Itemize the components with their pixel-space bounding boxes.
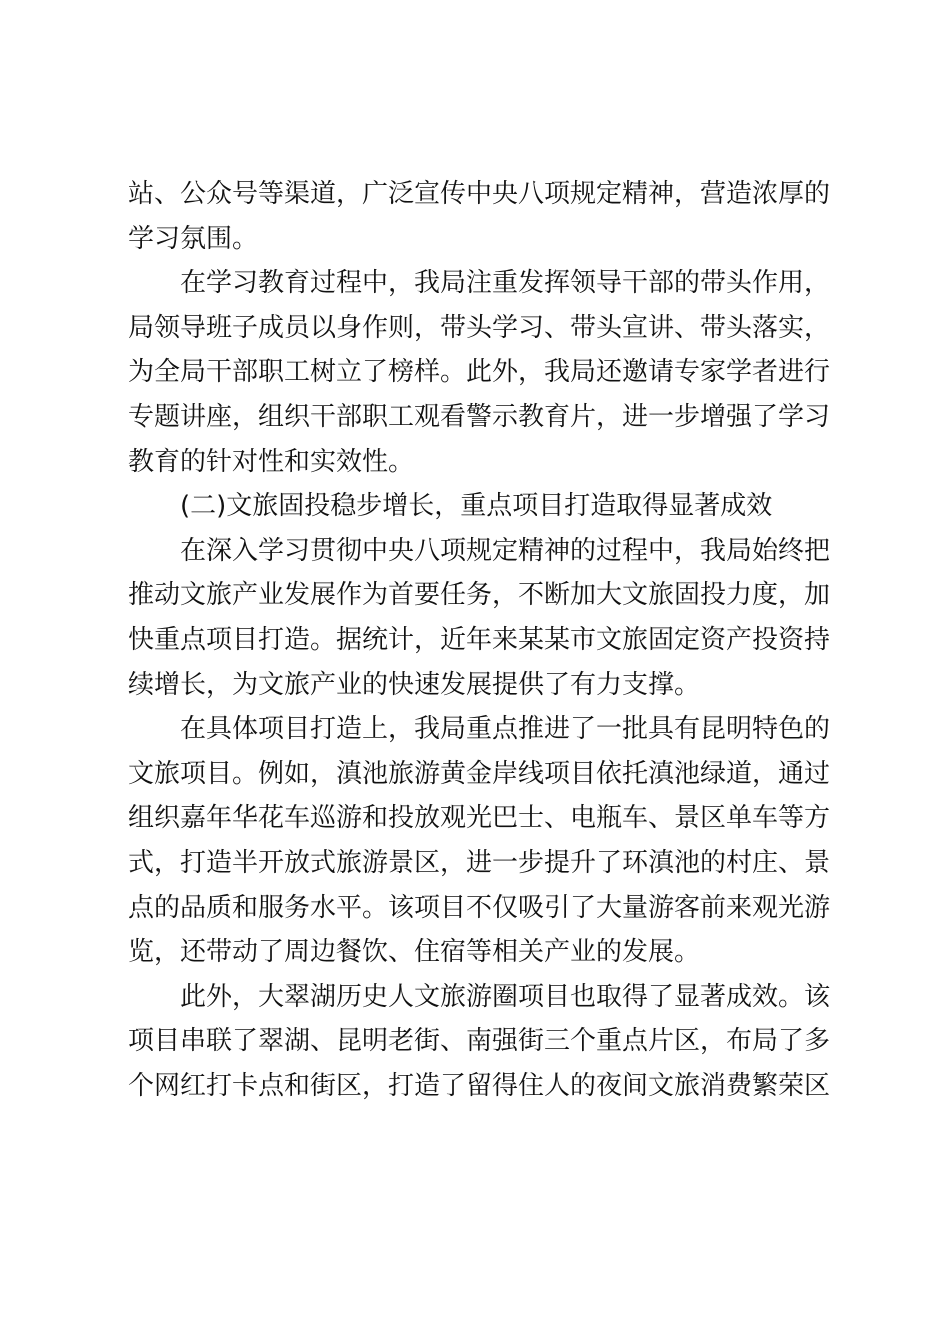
text-line: 文旅项目。例如，滇池旅游黄金岸线项目依托滇池绿道，通过 [128,758,831,789]
text-line: 个网红打卡点和街区，打造了留得住人的夜间文旅消费繁荣区 [128,1070,831,1101]
text-line: 局领导班子成员以身作则，带头学习、带头宣讲、带头落实， [128,312,831,343]
text-line: 快重点项目打造。据统计，近年来某某市文旅固定资产投资持 [128,624,831,655]
text-line: 点的品质和服务水平。该项目不仅吸引了大量游客前来观光游 [128,892,831,923]
text-line: 项目串联了翠湖、昆明老街、南强街三个重点片区，布局了多 [128,1026,831,1057]
section-heading: (二)文旅固投稳步增长，重点项目打造取得显著成效 [180,491,773,522]
paragraph-first-line: 在深入学习贯彻中央八项规定精神的过程中，我局始终把 [180,535,831,566]
paragraph-first-line: 在具体项目打造上，我局重点推进了一批具有昆明特色的 [180,714,831,745]
text-line: 学习氛围。 [128,223,259,254]
text-line: 览，还带动了周边餐饮、住宿等相关产业的发展。 [128,937,701,968]
paragraph-first-line: 在学习教育过程中，我局注重发挥领导干部的带头作用， [180,268,831,299]
text-line: 教育的针对性和实效性。 [128,446,415,477]
paragraph-first-line: 此外，大翠湖历史人文旅游圈项目也取得了显著成效。该 [180,981,831,1012]
text-line: 专题讲座，组织干部职工观看警示教育片，进一步增强了学习 [128,401,831,432]
document-body [128,172,831,1108]
text-line: 推动文旅产业发展作为首要任务，不断加大文旅固投力度，加 [128,580,831,611]
text-line: 续增长，为文旅产业的快速发展提供了有力支撑。 [128,669,701,700]
text-line: 组织嘉年华花车巡游和投放观光巴士、电瓶车、景区单车等方 [128,803,831,834]
text-line: 式，打造半开放式旅游景区，进一步提升了环滇池的村庄、景 [128,847,831,878]
text-line: 为全局干部职工树立了榜样。此外，我局还邀请专家学者进行 [128,357,831,388]
text-line: 站、公众号等渠道，广泛宣传中央八项规定精神，营造浓厚的 [128,179,831,209]
